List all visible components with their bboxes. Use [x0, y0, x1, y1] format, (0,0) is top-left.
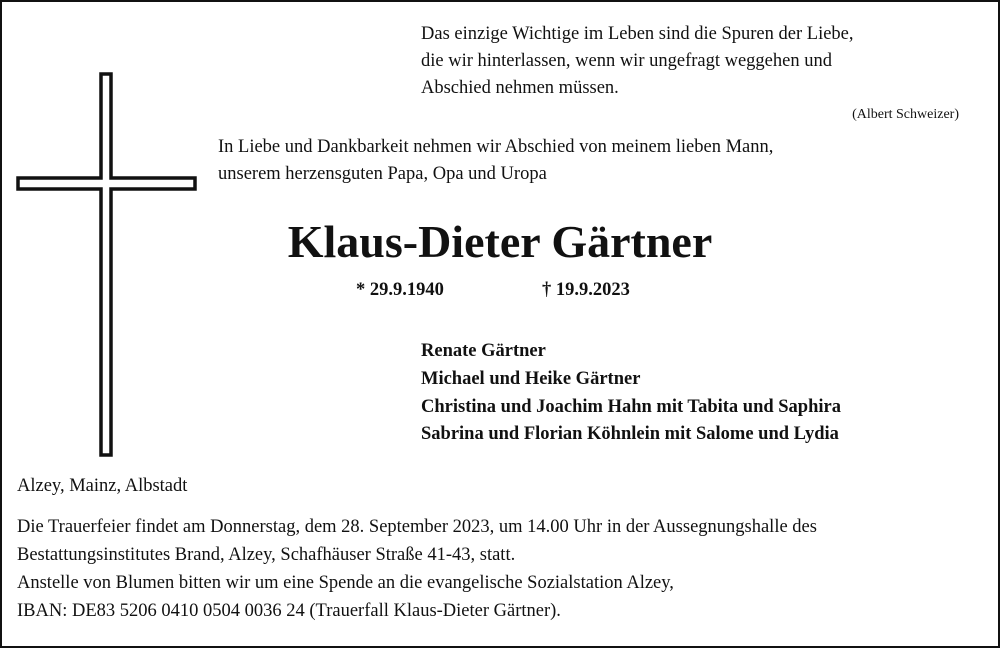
mourner: Christina und Joachim Hahn mit Tabita und Saphira [421, 397, 841, 417]
quote-line: Das einzige Wichtige im Leben sind die Spuren der Liebe, [421, 24, 854, 44]
death-date: † 19.9.2023 [542, 280, 630, 300]
places: Alzey, Mainz, Albstadt [17, 476, 188, 496]
quote-line: die wir hinterlassen, wenn wir ungefragt weggehen und [421, 51, 832, 71]
mourner: Michael und Heike Gärtner [421, 369, 641, 389]
mourner: Sabrina und Florian Köhnlein mit Salome und Lydia [421, 424, 839, 444]
quote-line: Abschied nehmen müssen. [421, 78, 619, 98]
details-line: Anstelle von Blumen bitten wir um eine Spende an die evangelische Sozialstation Alzey, [17, 573, 674, 593]
quote-author: (Albert Schweizer) [852, 107, 959, 122]
birth-date: * 29.9.1940 [356, 280, 444, 300]
deceased-name: Klaus-Dieter Gärtner [287, 216, 713, 267]
intro-line: unserem herzensguten Papa, Opa und Uropa [218, 164, 547, 184]
details-line: Bestattungsinstitutes Brand, Alzey, Schafhäuser Straße 41-43, statt. [17, 545, 516, 565]
intro-line: In Liebe und Dankbarkeit nehmen wir Abschied von meinem lieben Mann, [218, 137, 774, 157]
mourner: Renate Gärtner [421, 341, 546, 361]
details-line: IBAN: DE83 5206 0410 0504 0036 24 (Trauerfall Klaus-Dieter Gärtner). [17, 601, 561, 621]
details-line: Die Trauerfeier findet am Donnerstag, dem 28. September 2023, um 14.00 Uhr in der Aussegnungshalle des [17, 517, 817, 537]
